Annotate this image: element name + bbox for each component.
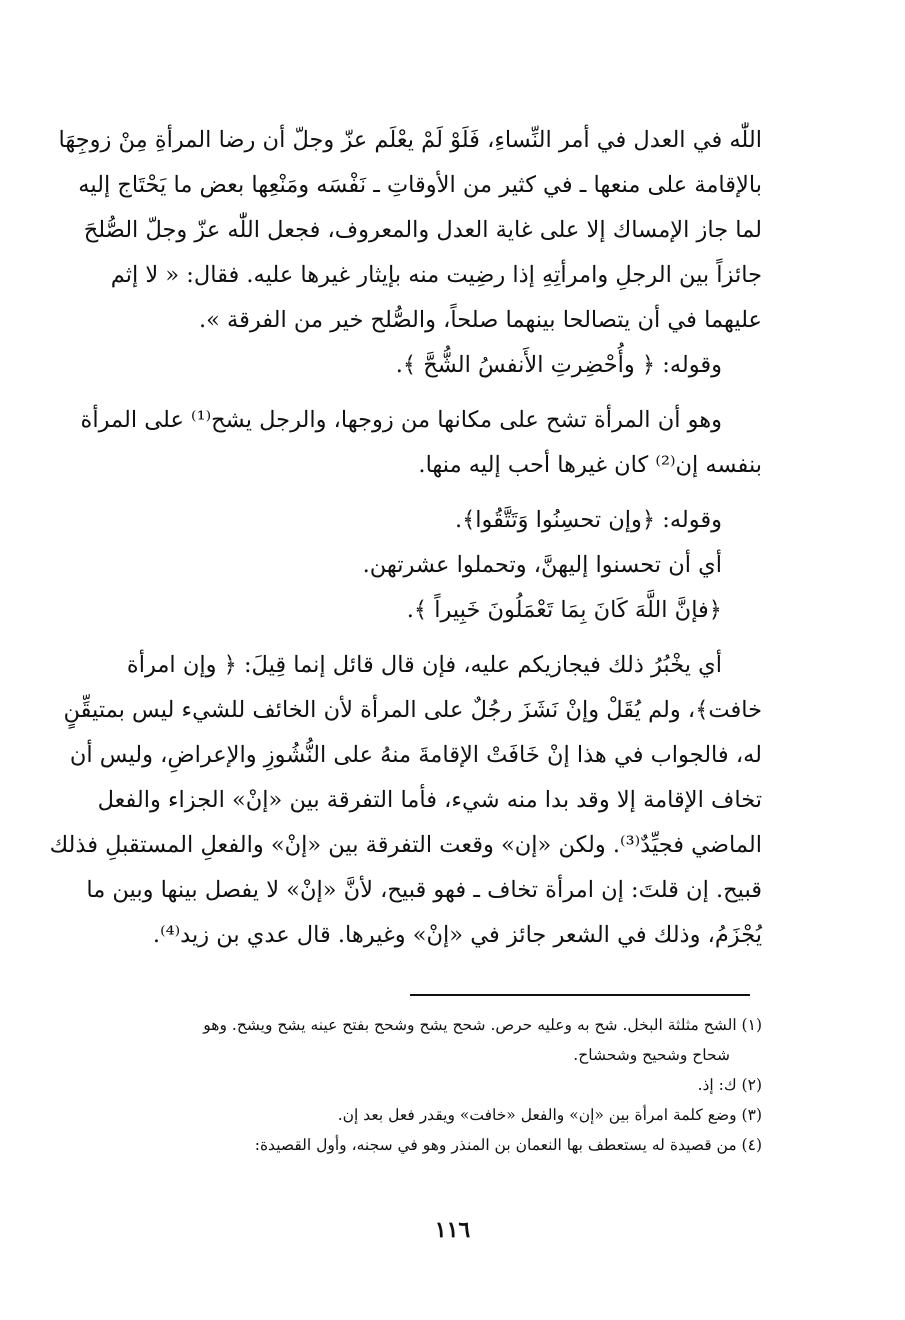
text-line: بالإقامة على منعها ـ في كثير من الأوقاتِ ـ نَفْسَه ومَنْعِها بعض ما يَحْتَاج إليه <box>78 172 762 198</box>
text-line: لما جاز الإمساك إلا على غاية العدل والمعروف، فجعل اللّٰه عزّ وجلّ الصُّلحَ <box>83 217 762 243</box>
body-paragraphs <box>49 118 762 958</box>
text-line: عليهما في أن يتصالحا بينهما صلحاً، والصُّلح خير من الفرقة ». <box>198 307 762 333</box>
footnotes <box>78 1010 762 1160</box>
text-line: جائزاً بين الرجلِ وامرأتِهِ إذا رضِيت منه بإيثار غيرها عليه. فقال: « لا إثم <box>110 262 762 288</box>
text-line: اللّٰه في العدل في أمر النِّساءِ، فَلَوْ لَمْ يعْلَم عزّ وجلّ أن رضا المرأةِ مِنْ زوجِهَا <box>58 127 762 153</box>
footnote-3: (٣) وضع كلمة امرأة بين «إن» والفعل «خافت» ويقدر فعل بعد إن. <box>337 1106 762 1124</box>
text-line: يُجْزَمُ، وذلك في الشعر جائز في «إنْ» وغيرها. قال عدي بن زيد⁽⁴⁾. <box>152 922 762 948</box>
text-line: وهو أن المرأة تشح على مكانها من زوجها، والرجل يشح⁽¹⁾ على المرأة <box>80 407 722 433</box>
text-line: بنفسه إن⁽²⁾ كان غيرها أحب إليه منها. <box>418 452 762 478</box>
footnote-4: (٤) من قصيدة له يستعطف بها النعمان بن المنذر وهو في سجنه، وأول القصيدة: <box>254 1136 762 1154</box>
text-line: الماضي فجيِّدٌ⁽³⁾. ولكن «إن» وقعت التفرقة بين «إنْ» والفعلِ المستقبلِ فذلك <box>49 832 762 858</box>
quran-quote-line: وقوله: ﴿ وأُحْضِرتِ الأَنفسُ الشُّحَّ ﴾. <box>395 352 722 378</box>
quran-quote-line: وقوله: ﴿وإن تحسِنُوا وَتَتَّقُوا﴾. <box>454 507 722 533</box>
footnote-1-continued: شحاح وشحيح وشحشاح. <box>573 1046 730 1064</box>
text-line: أي يخْبُرُ ذلك فيجازيكم عليه، فإن قال قائل إنما قِيلَ: ﴿ وإن امرأة <box>126 652 722 678</box>
text-line: أي أن تحسنوا إليهنَّ، وتحملوا عشرتهن. <box>362 552 722 578</box>
page-number: ١١٦ <box>434 1217 471 1243</box>
text-line: قبيح. إن قلتَ: إن امرأة تخاف ـ فهو قبيح، لأنَّ «إنْ» لا يفصل بينها وبين ما <box>86 877 762 903</box>
text-line: له، فالجواب في هذا إنْ خَافَتْ الإقامةَ منهُ على النُّشُوزِ والإعراضِ، وليس أن <box>69 742 762 768</box>
text-line: خافت﴾، ولم يُقَلْ وإنْ نَشَزَ رجُلٌ على المرأة لأن الخائف للشيء ليس بمتيقِّنٍ <box>63 697 762 723</box>
text-line: تخاف الإقامة إلا وقد بدا منه شيء، فأما التفرقة بين «إنْ» الجزاء والفعل <box>97 787 762 813</box>
main-text <box>49 118 762 958</box>
footnote-2: (٢) ك: إذ. <box>697 1076 762 1094</box>
footnote-1: (١) الشح مثلثة البخل. شح به وعليه حرص. شحح يشح وشحح بفتح عينه يشح ويشح. وهو <box>203 1016 762 1034</box>
quran-quote-line: ﴿فإنَّ اللَّهَ كَانَ بِمَا تَعْمَلُونَ خَبِيراً ﴾. <box>406 597 722 623</box>
footnote-divider <box>410 994 750 996</box>
